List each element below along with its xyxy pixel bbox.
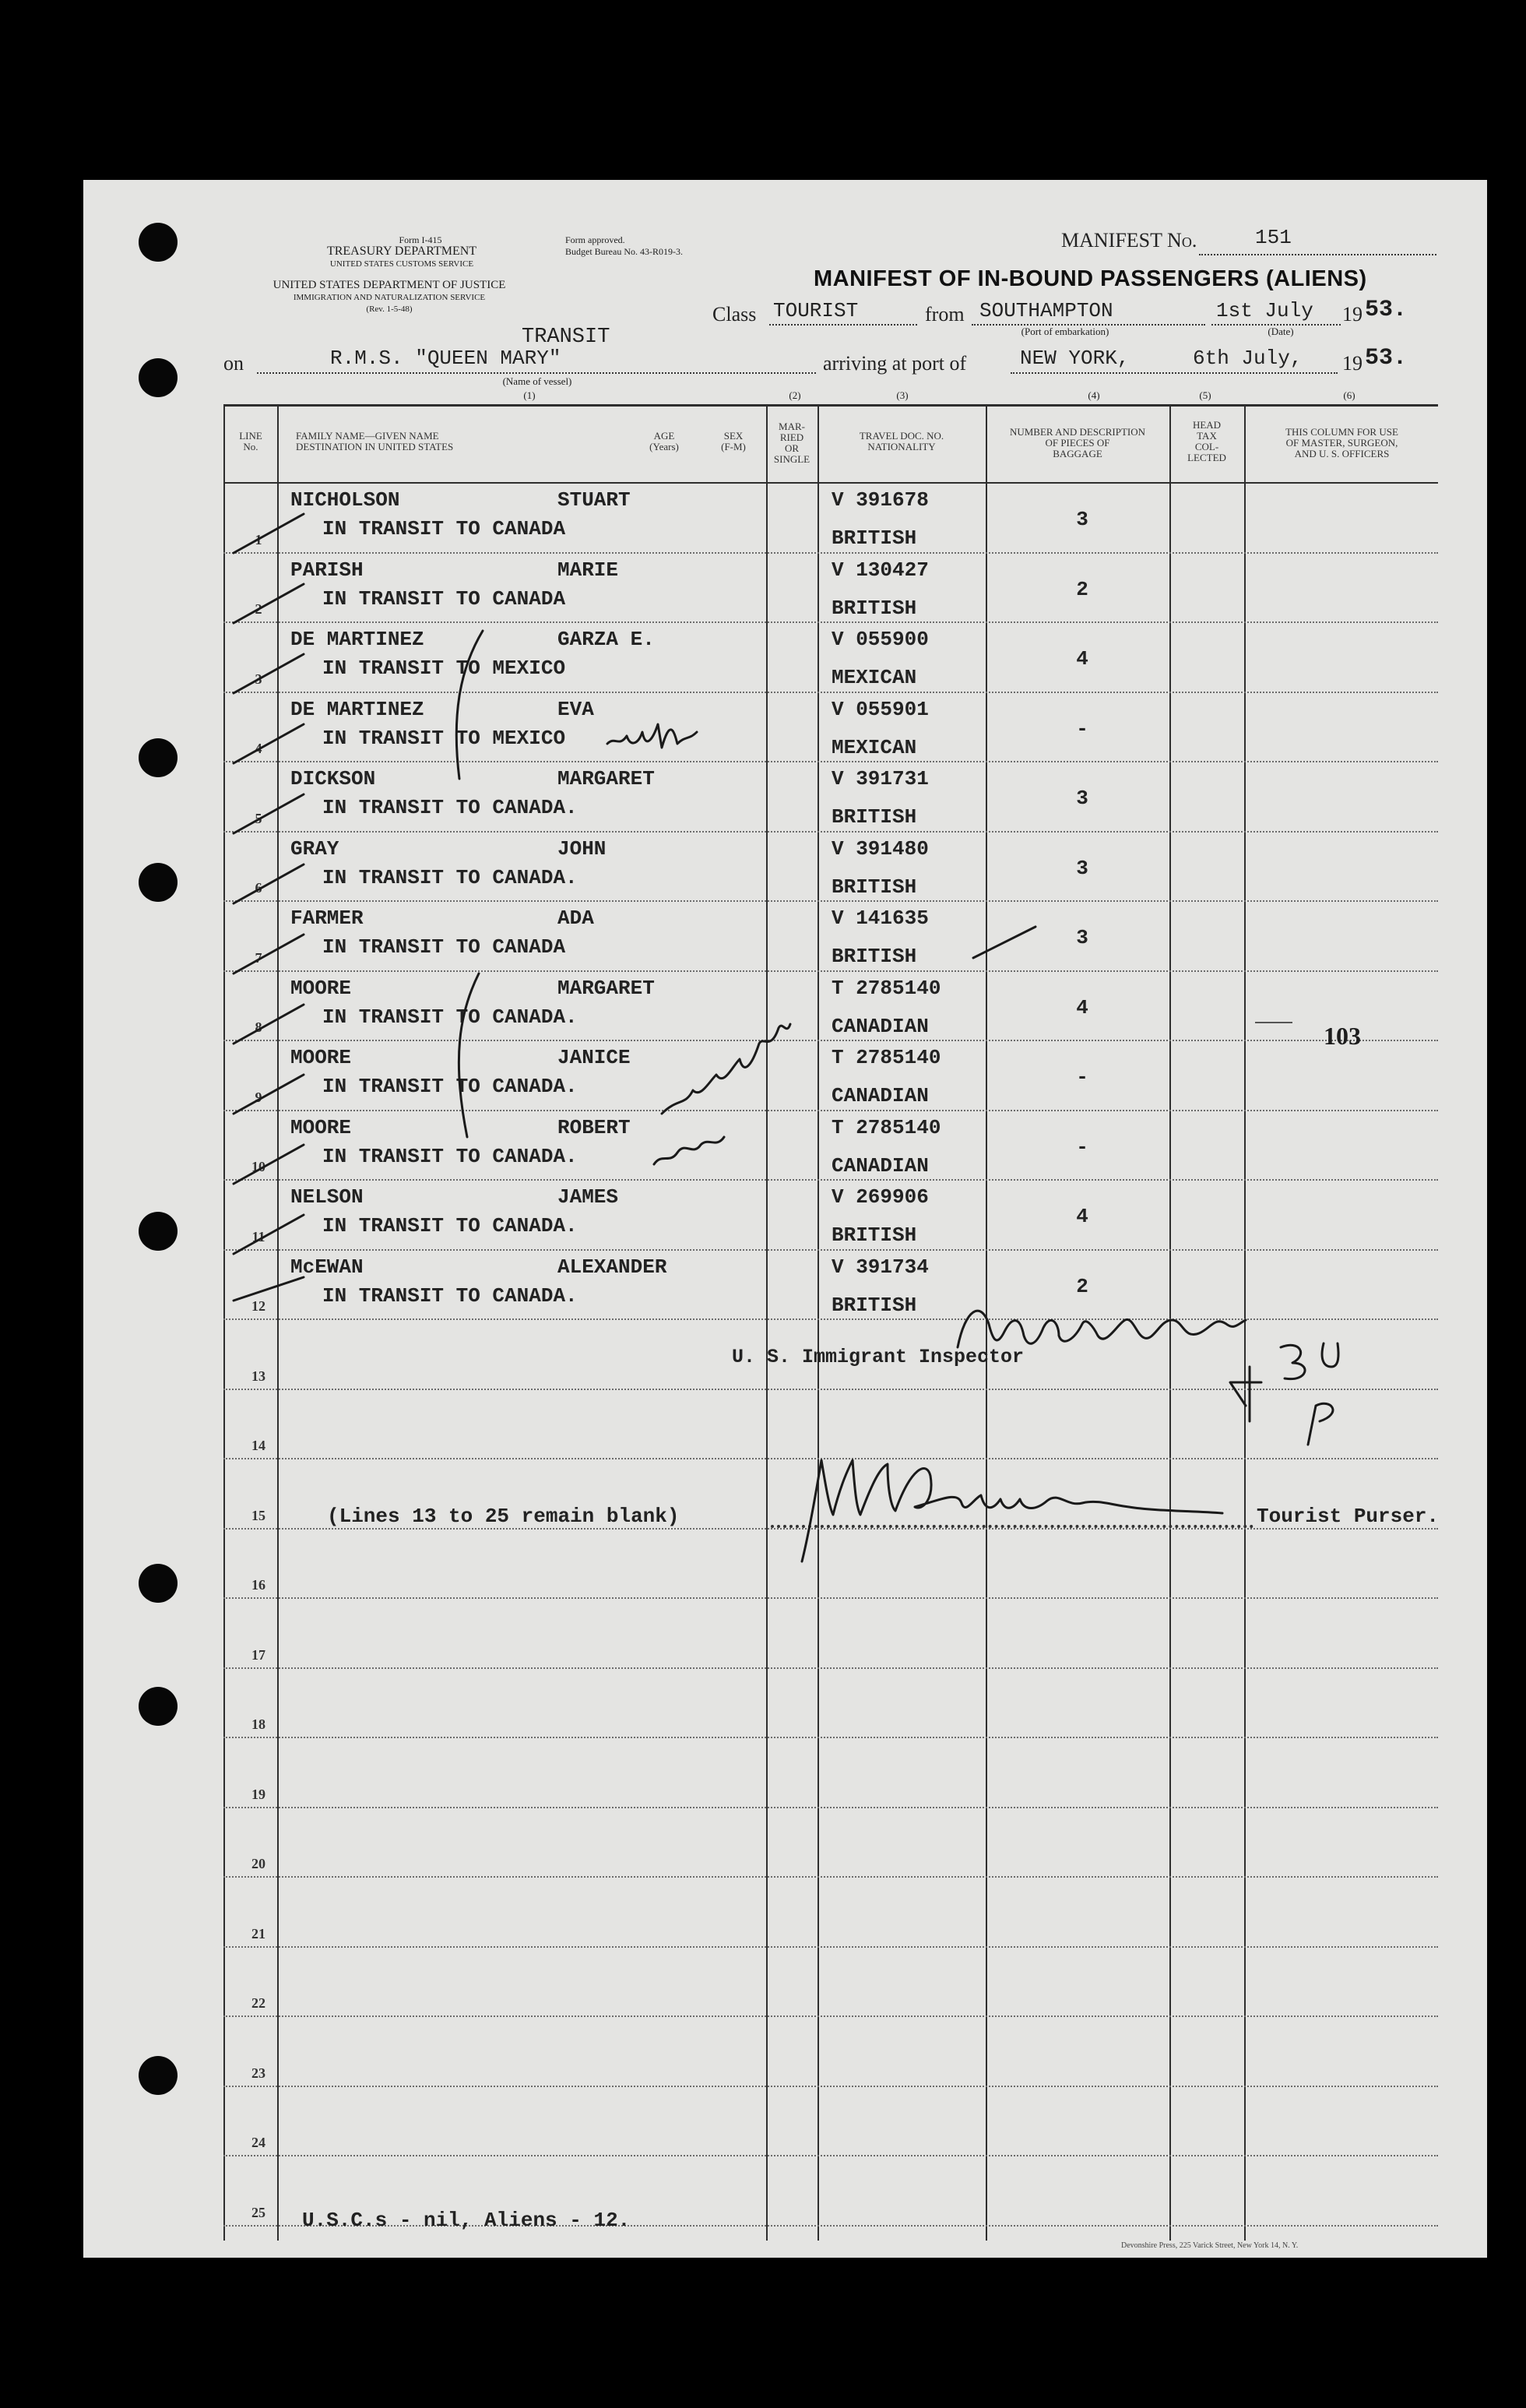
vessel-caption: (Name of vessel) — [502, 375, 572, 387]
binder-hole — [139, 223, 178, 262]
passenger-given-name: ADA — [557, 907, 594, 930]
line10-note — [646, 1121, 732, 1176]
binder-hole — [139, 358, 178, 397]
row-rule — [223, 1597, 1438, 1599]
manifest-title: MANIFEST OF IN-BOUND PASSENGERS (ALIENS) — [814, 266, 1367, 291]
passenger-baggage: - — [1076, 1065, 1088, 1089]
line9-note — [654, 1012, 794, 1137]
arrival-date: 6th July, — [1193, 347, 1303, 370]
passenger-travel-doc: T 2785140 — [832, 1116, 941, 1139]
binder-hole — [139, 1212, 178, 1251]
passenger-destination: IN TRANSIT TO CANADA. — [322, 1284, 578, 1308]
passenger-travel-doc: V 269906 — [832, 1185, 929, 1209]
binder-hole — [139, 738, 178, 777]
passenger-given-name: JAMES — [557, 1185, 619, 1209]
col-num-6: (6) — [1343, 389, 1355, 401]
ins-label: IMMIGRATION AND NATURALIZATION SERVICE — [293, 293, 486, 302]
approved-label: Form approved. — [565, 234, 625, 245]
passenger-destination: IN TRANSIT TO MEXICO — [322, 727, 566, 750]
passenger-baggage: - — [1076, 717, 1088, 741]
time-annotation — [1215, 1336, 1355, 1452]
passenger-travel-doc: V 391734 — [832, 1255, 929, 1279]
passenger-nationality: BRITISH — [832, 1294, 917, 1317]
manifest-no-line — [1199, 254, 1436, 255]
manifest-no-value: 151 — [1255, 226, 1292, 249]
row-rule — [223, 1667, 1438, 1669]
line-number: 22 — [251, 1995, 265, 2011]
passenger-nationality: CANADIAN — [832, 1084, 929, 1107]
row-rule — [223, 1249, 1438, 1251]
row-rule — [223, 1946, 1438, 1948]
header-sex: SEX (F-M) — [721, 430, 746, 452]
class-label: Class — [712, 303, 757, 326]
line-number: 14 — [251, 1438, 265, 1453]
year-prefix: 19 — [1342, 303, 1362, 326]
passenger-baggage: - — [1076, 1135, 1088, 1159]
arrival-year: 53. — [1365, 345, 1408, 371]
table-left-border — [223, 404, 225, 2241]
line-number: 24 — [251, 2135, 265, 2150]
header-officers: THIS COLUMN FOR USE OF MASTER, SURGEON, AND U. S. OFFICERS — [1285, 426, 1398, 459]
col-divider — [766, 404, 768, 2241]
passenger-family-name: McEWAN — [290, 1255, 364, 1279]
header-age: AGE (Years) — [649, 430, 679, 452]
header-married: MAR- RIED OR SINGLE — [773, 421, 810, 465]
officer-note-dash — [1255, 1022, 1292, 1023]
header-travel-doc: TRAVEL DOC. NO. NATIONALITY — [859, 430, 944, 452]
header-baggage: NUMBER AND DESCRIPTION OF PIECES OF BAGGAGE — [1009, 426, 1146, 459]
arrival-line — [1011, 372, 1338, 374]
rev-label: (Rev. 1-5-48) — [366, 305, 413, 314]
line-number: 20 — [251, 1856, 265, 1871]
col-divider — [818, 404, 819, 2241]
passenger-family-name: MOORE — [290, 1046, 352, 1069]
binder-hole — [139, 1687, 178, 1726]
passenger-baggage: 4 — [1076, 647, 1088, 671]
line-number: 21 — [251, 1926, 265, 1942]
passenger-nationality: BRITISH — [832, 597, 917, 620]
header-head-tax: HEAD TAX COL- LECTED — [1187, 419, 1226, 463]
from-value: SOUTHAMPTON — [979, 299, 1113, 322]
passenger-baggage: 4 — [1076, 1205, 1088, 1228]
passenger-family-name: GRAY — [290, 837, 339, 861]
vessel-value: R.M.S. "QUEEN MARY" — [330, 347, 561, 370]
header-name: FAMILY NAME—GIVEN NAME DESTINATION IN UNITED STATES — [296, 430, 454, 452]
line-number: 13 — [251, 1368, 265, 1384]
passenger-travel-doc: V 130427 — [832, 558, 929, 582]
passenger-given-name: ROBERT — [557, 1116, 631, 1139]
col-num-4: (4) — [1088, 389, 1100, 401]
on-label: on — [223, 352, 244, 375]
line-number: 11 — [251, 1229, 265, 1244]
passenger-nationality: BRITISH — [832, 945, 917, 968]
line-number: 23 — [251, 2065, 265, 2081]
line4-note — [600, 713, 708, 759]
passenger-family-name: NELSON — [290, 1185, 364, 1209]
passenger-given-name: ALEXANDER — [557, 1255, 667, 1279]
arriving-label: arriving at port of — [823, 352, 967, 375]
printer-imprint: Devonshire Press, 225 Varick Street, New York 14, N. Y. — [1121, 2241, 1299, 2250]
passenger-travel-doc: T 2785140 — [832, 1046, 941, 1069]
passenger-travel-doc: V 055901 — [832, 698, 929, 721]
passenger-given-name: MARGARET — [557, 977, 655, 1000]
port-caption: (Port of embarkation) — [1021, 326, 1109, 337]
binder-hole — [139, 863, 178, 902]
line-number: 2 — [255, 601, 262, 617]
passenger-family-name: PARISH — [290, 558, 364, 582]
arrival-port: NEW YORK, — [1020, 347, 1130, 370]
passenger-destination: IN TRANSIT TO CANADA. — [322, 1214, 578, 1237]
inspector-label: U. S. Immigrant Inspector — [732, 1346, 1025, 1368]
passenger-destination: IN TRANSIT TO CANADA — [322, 935, 566, 959]
passenger-nationality: MEXICAN — [832, 736, 917, 759]
customs-label: UNITED STATES CUSTOMS SERVICE — [329, 259, 474, 269]
passenger-nationality: MEXICAN — [832, 666, 917, 689]
row-rule — [223, 1807, 1438, 1808]
year-value: 53. — [1365, 297, 1408, 323]
line-number: 15 — [251, 1508, 265, 1523]
row-rule — [223, 2086, 1438, 2087]
table-header-rule — [223, 482, 1438, 484]
form-number: Form I-415 — [399, 234, 442, 245]
passenger-nationality: BRITISH — [832, 805, 917, 829]
header-line-no: LINE No. — [239, 430, 262, 452]
line-number: 18 — [251, 1716, 265, 1732]
passenger-given-name: MARGARET — [557, 767, 655, 790]
passenger-family-name: DE MARTINEZ — [290, 698, 424, 721]
passenger-destination: IN TRANSIT TO CANADA — [322, 517, 566, 540]
line-number: 4 — [255, 741, 262, 756]
check-marks — [226, 498, 319, 1316]
line-number: 12 — [251, 1298, 265, 1314]
passenger-travel-doc: V 391731 — [832, 767, 929, 790]
row-rule — [223, 1876, 1438, 1878]
passenger-destination: IN TRANSIT TO CANADA. — [322, 796, 578, 819]
passenger-given-name: STUART — [557, 488, 631, 512]
passenger-destination: IN TRANSIT TO CANADA — [322, 587, 566, 611]
purser-signature — [786, 1437, 1254, 1569]
passenger-family-name: MOORE — [290, 1116, 352, 1139]
summary-line: U.S.C.s - nil, Aliens - 12. — [302, 2209, 631, 2232]
blank-lines-note: (Lines 13 to 25 remain blank) — [327, 1505, 680, 1528]
transit-label: TRANSIT — [522, 326, 610, 349]
col-num-5: (5) — [1199, 389, 1211, 401]
row-rule — [223, 2015, 1438, 2017]
date-caption: (Date) — [1268, 326, 1294, 337]
line-number: 7 — [255, 950, 262, 966]
passenger-baggage: 3 — [1076, 508, 1088, 531]
line-number: 16 — [251, 1577, 265, 1593]
binder-hole — [139, 2056, 178, 2095]
line-number: 5 — [255, 811, 262, 826]
row-rule — [223, 2155, 1438, 2156]
date-value: 1st July — [1216, 299, 1313, 322]
line-number: 1 — [255, 532, 262, 547]
passenger-travel-doc: T 2785140 — [832, 977, 941, 1000]
passenger-destination: IN TRANSIT TO CANADA. — [322, 1075, 578, 1098]
table-top-rule — [223, 404, 1438, 407]
justice-label: UNITED STATES DEPARTMENT OF JUSTICE — [272, 279, 506, 291]
passenger-given-name: JOHN — [557, 837, 607, 861]
passenger-given-name: EVA — [557, 698, 594, 721]
row-rule — [223, 1179, 1438, 1181]
passenger-family-name: DICKSON — [290, 767, 376, 790]
passenger-destination: IN TRANSIT TO MEXICO — [322, 657, 566, 680]
passenger-baggage: 2 — [1076, 1275, 1088, 1298]
passenger-destination: IN TRANSIT TO CANADA. — [322, 1005, 578, 1029]
officer-note: 103 — [1324, 1022, 1361, 1050]
passenger-baggage: 3 — [1076, 857, 1088, 880]
class-line — [769, 324, 917, 326]
line-number: 6 — [255, 880, 262, 896]
col-num-2: (2) — [789, 389, 801, 401]
col-num-1: (1) — [523, 389, 536, 401]
passenger-given-name: GARZA E. — [557, 628, 655, 651]
line-number: 10 — [251, 1159, 265, 1174]
line-number: 17 — [251, 1647, 265, 1663]
passenger-given-name: MARIE — [557, 558, 619, 582]
passenger-family-name: FARMER — [290, 907, 364, 930]
passenger-family-name: MOORE — [290, 977, 352, 1000]
bracket-mark — [405, 623, 498, 1168]
col-num-3: (3) — [896, 389, 909, 401]
passenger-baggage: 3 — [1076, 787, 1088, 810]
row-rule — [223, 1737, 1438, 1738]
vessel-line — [257, 372, 816, 374]
class-value: TOURIST — [773, 299, 859, 322]
line-number: 25 — [251, 2205, 265, 2220]
passenger-baggage: 3 — [1076, 926, 1088, 949]
manifest-no-label: MANIFEST No. — [1061, 229, 1197, 252]
passenger-travel-doc: V 391678 — [832, 488, 929, 512]
budget-label: Budget Bureau No. 43-R019-3. — [565, 246, 683, 257]
purser-label: Tourist Purser. — [1257, 1505, 1440, 1528]
passenger-travel-doc: V 141635 — [832, 907, 929, 930]
passenger-nationality: BRITISH — [832, 526, 917, 550]
passenger-baggage: 4 — [1076, 996, 1088, 1019]
from-label: from — [925, 303, 965, 326]
baggage-tick — [965, 919, 1043, 966]
line-number: 8 — [255, 1019, 262, 1035]
passenger-travel-doc: V 391480 — [832, 837, 929, 861]
arrival-year-prefix: 19 — [1342, 352, 1362, 375]
passenger-nationality: CANADIAN — [832, 1015, 929, 1038]
line-number: 3 — [255, 671, 262, 687]
line-number: 19 — [251, 1787, 265, 1802]
passenger-destination: IN TRANSIT TO CANADA. — [322, 1145, 578, 1168]
passenger-given-name: JANICE — [557, 1046, 631, 1069]
passenger-destination: IN TRANSIT TO CANADA. — [322, 866, 578, 889]
passenger-family-name: NICHOLSON — [290, 488, 400, 512]
passenger-nationality: CANADIAN — [832, 1154, 929, 1178]
passenger-nationality: BRITISH — [832, 875, 917, 899]
passenger-baggage: 2 — [1076, 578, 1088, 601]
passenger-nationality: BRITISH — [832, 1223, 917, 1247]
row-rule — [223, 552, 1438, 554]
line-number: 9 — [255, 1090, 262, 1105]
passenger-travel-doc: V 055900 — [832, 628, 929, 651]
binder-hole — [139, 1564, 178, 1603]
treasury-label: TREASURY DEPARTMENT — [326, 245, 477, 258]
passenger-family-name: DE MARTINEZ — [290, 628, 424, 651]
